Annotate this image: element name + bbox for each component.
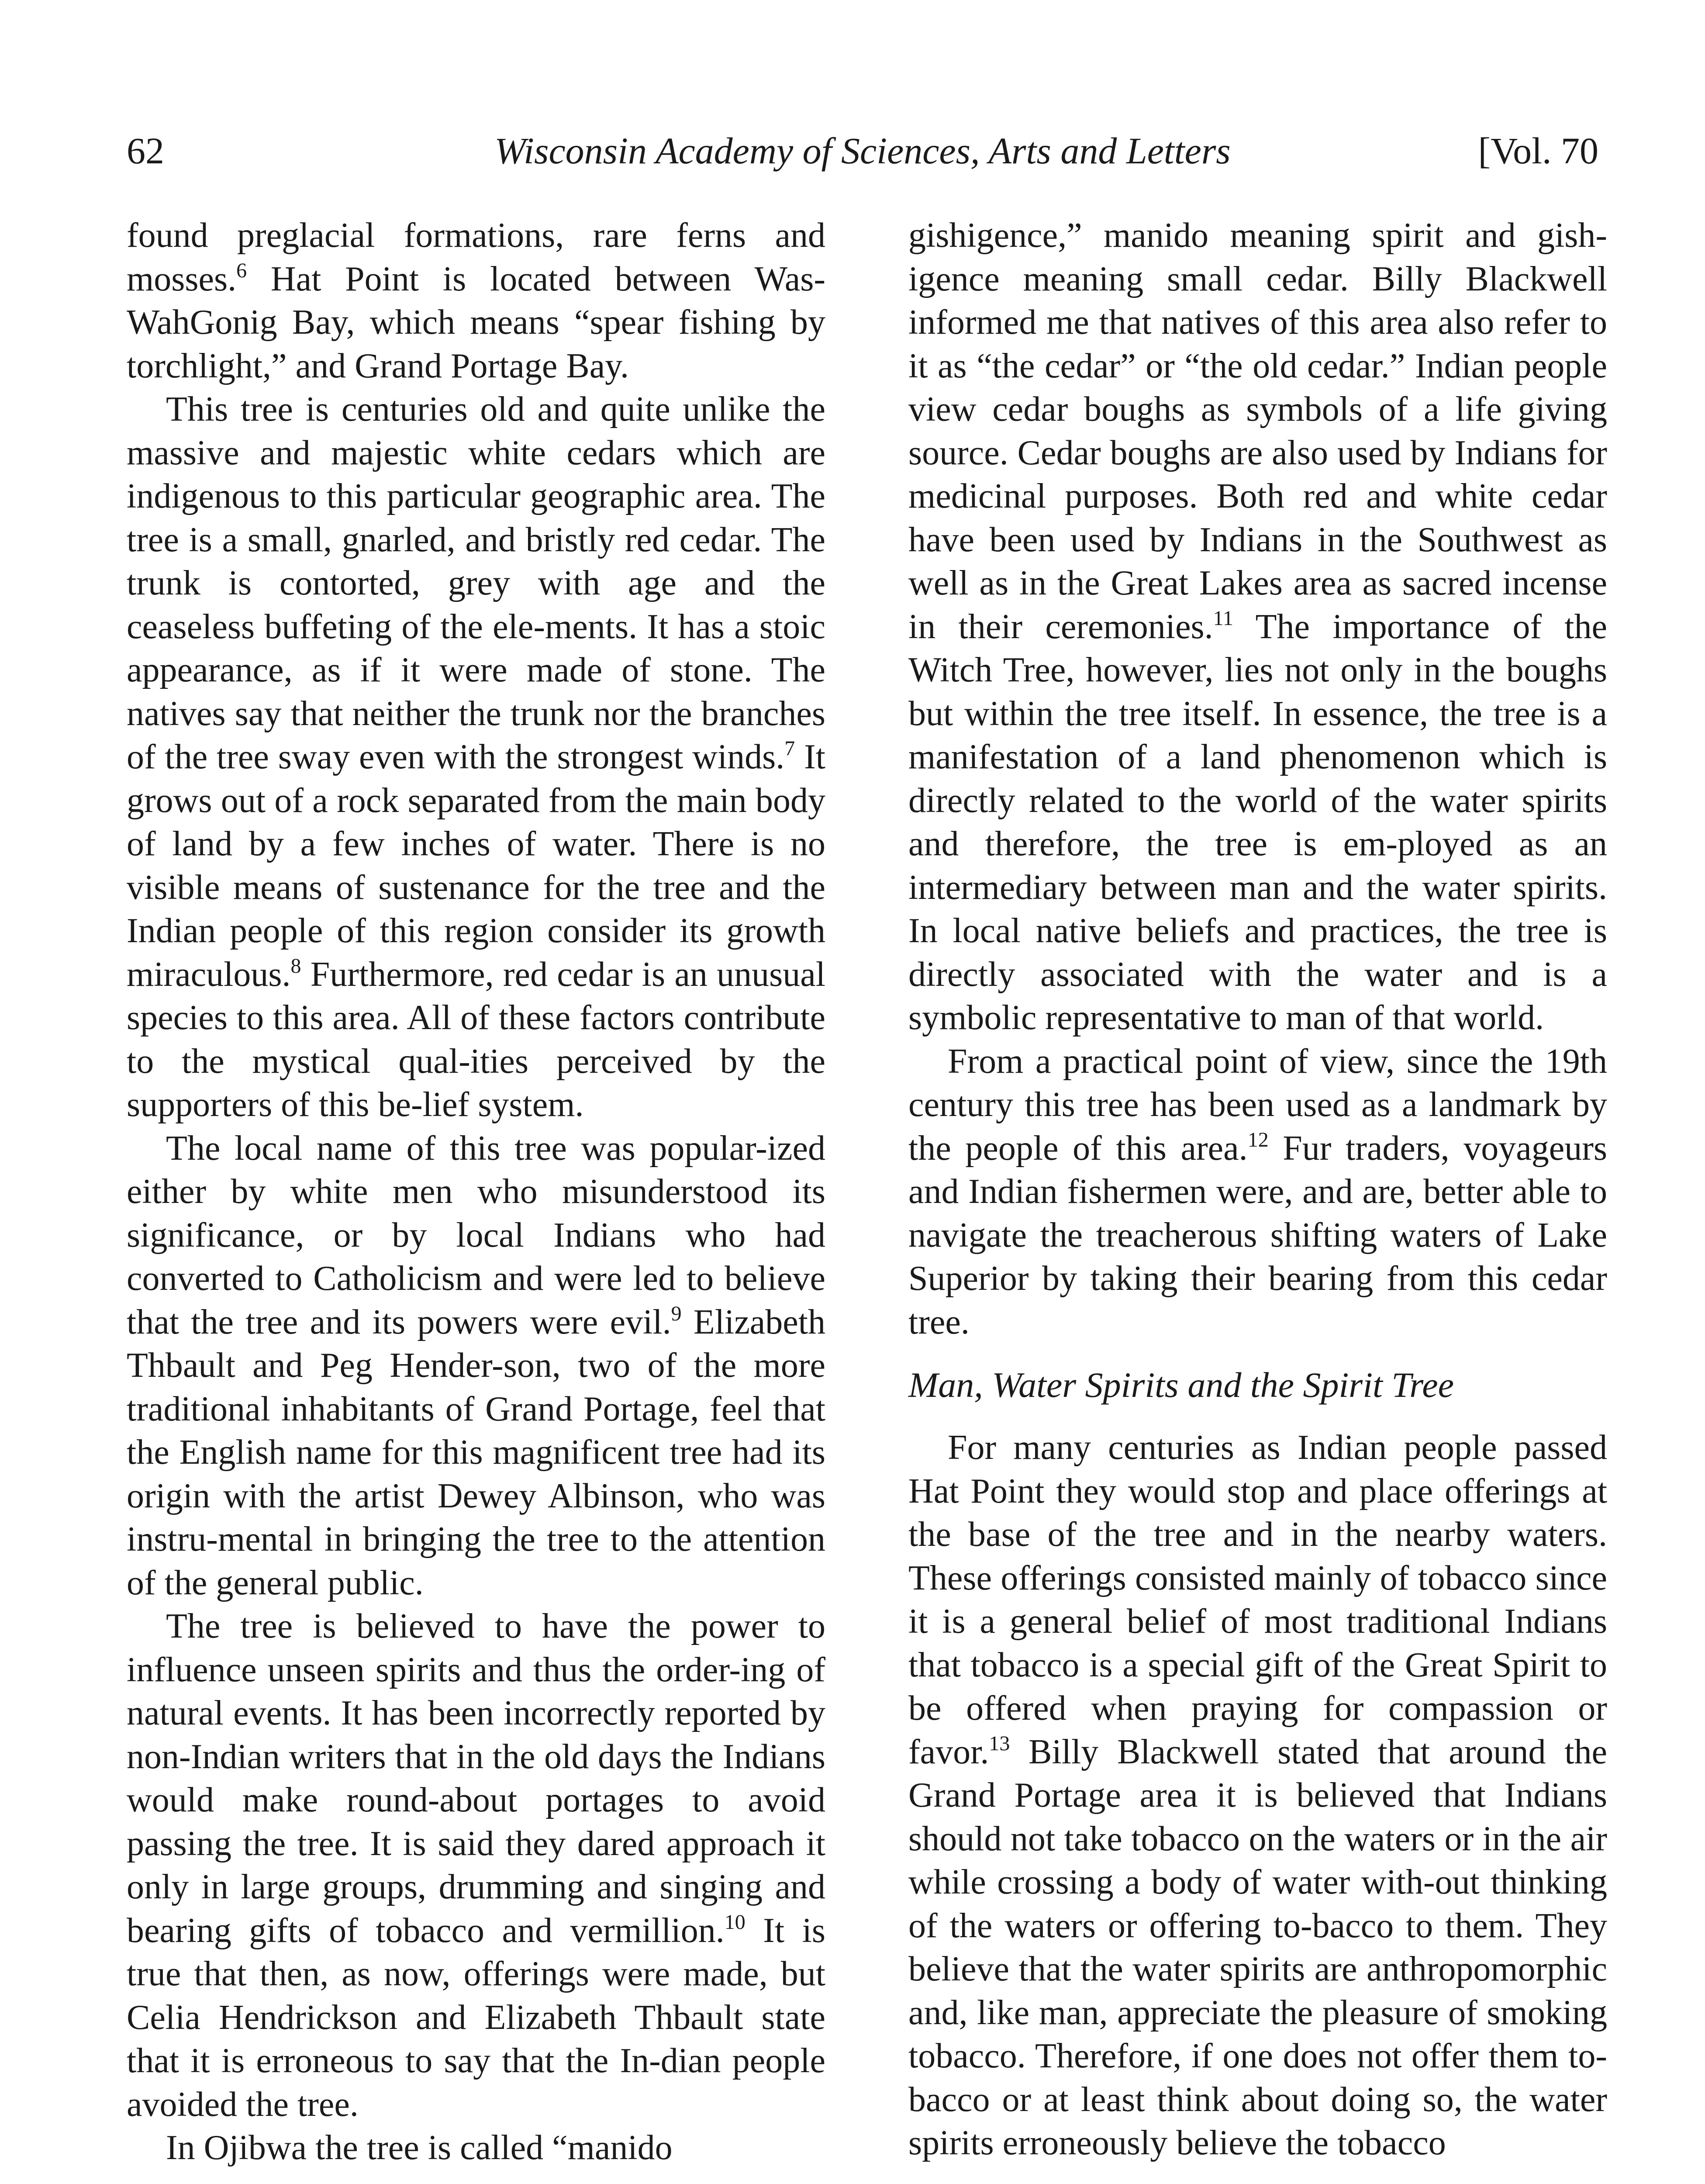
footnote-ref: 10	[724, 1910, 746, 1934]
footnote-ref: 6	[236, 259, 247, 282]
footnote-ref: 13	[989, 1731, 1010, 1755]
left-column	[127, 214, 825, 2170]
paragraph: In Ojibwa the tree is called “manido	[166, 2129, 673, 2167]
paragraph: This tree is centuries old and quite unlike the massive and majestic white cedars which are indigenous to this particular geographic area. The tree is a small, gnarled, and bristly red cedar. The trunk is contorted, grey with age and the ceaseless buffeting of the ele-ments. It has a stoic appearance, as if it were made of stone. The natives say that neither the trunk nor the branches of the tree sway even with the strongest winds.$^7$ It grows out of a rock separated from the main body of land by a few inches of water. There is no visible means of sustenance for the tree and the Indian people of this region consider its growth miraculous.$^8$ Furthermore, red cedar is an unusual species to this area. All of these factors contribute to the mystical qual-ities perceived by the supporters of this be-lief system.	[127, 390, 825, 1124]
page-number: 62	[127, 130, 164, 172]
running-head	[127, 127, 1598, 175]
paragraph: gishigence,” manido meaning spirit and gish-igence meaning small cedar. Billy Blackwell informed me that natives of this area also refer to it as “the cedar” or “the old cedar.” Indian people view cedar boughs as symbols of a life giving source. Cedar boughs are also used by Indians for medicinal purposes. Both red and white cedar have been used by Indians in the Southwest as well as in the Great Lakes area as sacred incense in their ceremonies.$^{11}$ The importance of the Witch Tree, however, lies not only in the boughs but within the tree itself. In essence, the tree is a manifestation of a land phenomenon which is directly related to the world of the water spirits and therefore, the tree is em-ployed as an intermediary between man and the water spirits. In local native beliefs and practices, the tree is directly associated with the water and is a symbolic representative to man of that world.	[908, 216, 1607, 1037]
footnote-ref: 7	[784, 737, 795, 760]
paragraph: found preglacial formations, rare ferns and mosses.$^6$ Hat Point is located between Was-WahGonig Bay, which means “spear fishing by torchlight,” and Grand Portage Bay.	[127, 216, 825, 385]
footnote-ref: 8	[290, 954, 301, 978]
footnote-ref: 9	[671, 1302, 682, 1325]
paragraph: From a practical point of view, since the 19th century this tree has been used as a landmark by the people of this area.$^{12}$ Fur traders, voyageurs and Indian fishermen were, and are, better able to navigate the treacherous shifting waters of Lake Superior by taking their bearing from this cedar tree.	[908, 1042, 1607, 1341]
right-column	[908, 214, 1607, 2165]
paragraph: For many centuries as Indian people passed Hat Point they would stop and place offerings at the base of the tree and in the nearby waters. These offerings consisted mainly of tobacco since it is a general belief of most traditional Indians that tobacco is a special gift of the Great Spirit to be offered when praying for compassion or favor.$^{13}$ Billy Blackwell stated that around the Grand Portage area it is believed that Indians should not take tobacco on the waters or in the air while crossing a body of water with-out thinking of the waters or offering to-bacco to them. They believe that the water spirits are anthropomorphic and, like man, appreciate the pleasure of smoking tobacco. Therefore, if one does not offer them to-bacco or at least think about doing so, the water spirits erroneously believe the tobacco	[908, 1428, 1607, 2162]
paragraph: The local name of this tree was popular-ized either by white men who misunderstood its significance, or by local Indians who had converted to Catholicism and were led to believe that the tree and its powers were evil.$^9$ Elizabeth Thbault and Peg Hender-son, two of the more traditional inhabitants of Grand Portage, feel that the English name for this magnificent tree had its origin with the artist Dewey Albinson, who was instru-mental in bringing the tree to the attention of the general public.	[127, 1129, 825, 1602]
volume-label: [Vol. 70	[1478, 130, 1598, 172]
section-heading: Man, Water Spirits and the Spirit Tree	[908, 1365, 1454, 1405]
footnote-ref: 12	[1247, 1128, 1269, 1151]
journal-title: Wisconsin Academy of Sciences, Arts and Letters	[494, 130, 1231, 172]
footnote-ref: 11	[1213, 606, 1233, 630]
paragraph: The tree is believed to have the power to influence unseen spirits and thus the order-ing of natural events. It has been incorrectly reported by non-Indian writers that in the old days the Indians would make round-about portages to avoid passing the tree. It is said they dared approach it only in large groups, drumming and singing and bearing gifts of tobacco and vermillion.$^{10}$ It is true that then, as now, offerings were made, but Celia Hendrickson and Elizabeth Thbault state that it is erroneous to say that the In-dian people avoided the tree.	[127, 1607, 825, 2124]
